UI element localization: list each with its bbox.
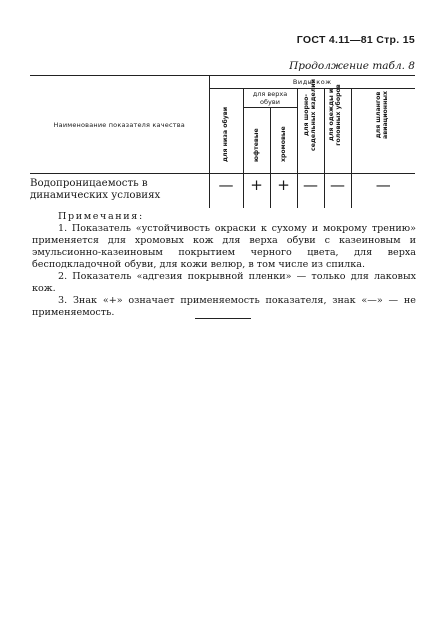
cell-chrome: +: [270, 174, 297, 209]
table-row: [30, 174, 415, 209]
row-indicator-name: Водопроницаемость в динамических условиях: [30, 174, 209, 209]
notes-title: Примечания:: [58, 211, 144, 222]
column-header-aviation: для шлангов авиационных: [351, 89, 415, 174]
upper-leather-group-header: для верха обуви: [243, 89, 297, 108]
cell-harness: —: [297, 174, 324, 209]
quality-table: [30, 75, 415, 208]
column-header-sole: для низа обуви: [209, 89, 243, 174]
column-header-soft: юфтевые: [243, 108, 270, 174]
cell-aviation: —: [351, 174, 415, 209]
column-header-clothing: для одежды и головных уборов: [324, 89, 351, 174]
note-item-1: 1. Показатель «устойчивость окраски к сухому и мокрому трению» применяется для хромовых кож для верха обуви с казеиновым и эмульсионно-казеиновым покрытием черного цвета, для верха бесподкладочной обуви, для кожи велюр, в том числе из спилка.: [32, 223, 416, 270]
notes-section: [32, 211, 416, 319]
note-item-3: 3. Знак «+» означает применяемость показателя, знак «—» — не применяемость.: [32, 295, 416, 318]
cell-sole: —: [209, 174, 243, 209]
leather-types-header: Виды кож: [209, 76, 415, 89]
indicator-name-header: Наименование показателя качества: [30, 76, 209, 174]
table-continuation-label: Продолжение табл. 8: [289, 60, 415, 72]
column-header-chrome: хромовые: [270, 108, 297, 174]
end-divider: [195, 318, 251, 319]
cell-clothing: —: [324, 174, 351, 209]
cell-soft: +: [243, 174, 270, 209]
note-item-2: 2. Показатель «адгезия покрывной пленки» — только для лаковых кож.: [32, 271, 416, 294]
page-header: ГОСТ 4.11—81 Стр. 15: [296, 34, 415, 46]
column-header-harness: для шорно-седельных изделий: [297, 89, 324, 174]
